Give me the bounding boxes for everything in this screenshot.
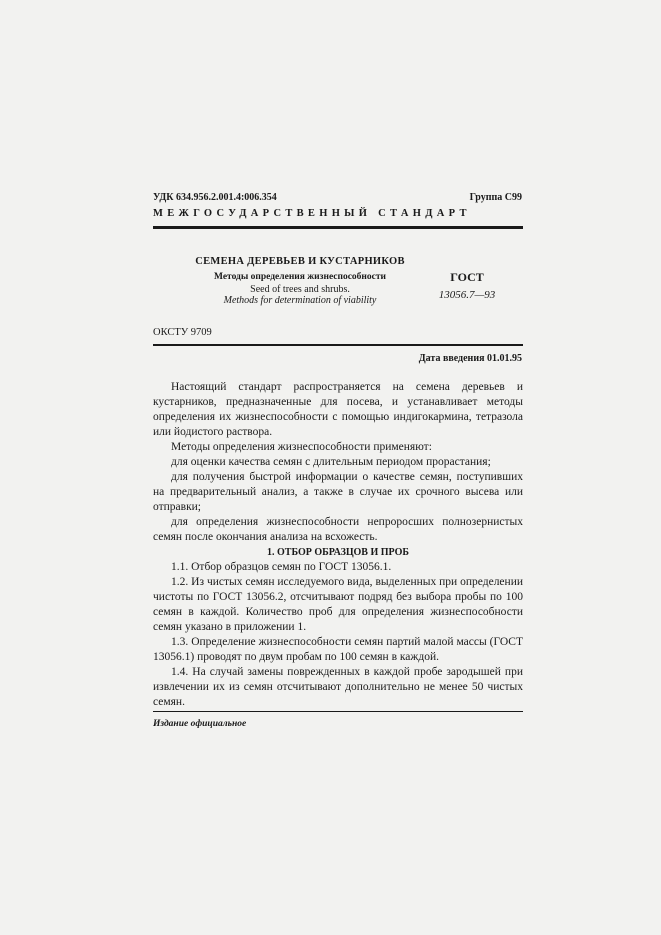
- oksty-code: ОКСТУ 9709: [153, 327, 212, 338]
- title-rule: [153, 344, 523, 346]
- clause-1-2: 1.2. Из чистых семян исследуемого вида, выделенных при определении чистоты по ГОСТ 13056.2, отсчитывают подряд без выбора пробы по 100 семян в каждой. Количество проб для определения жизнеспособности семян указано в приложении 1.: [153, 576, 523, 633]
- gost-block: [432, 270, 502, 301]
- document-body: [153, 380, 523, 710]
- clause-1-3: 1.3. Определение жизнеспособности семян партий малой массы (ГОСТ 13056.1) проводят по двум пробам по 100 семян в каждой.: [153, 636, 523, 663]
- title-en: Seed of trees and shrubs.: [250, 284, 350, 295]
- edition-note: Издание официальное: [153, 719, 247, 729]
- gost-label: ГОСТ: [450, 270, 484, 284]
- clause-1-1: 1.1. Отбор образцов семян по ГОСТ 13056.1.: [171, 561, 392, 573]
- subtitle-ru: Методы определения жизнеспособности: [213, 272, 387, 282]
- interstate-standard-heading: МЕЖГОСУДАРСТВЕННЫЙ СТАНДАРТ: [153, 208, 471, 219]
- paragraph-scope: Настоящий стандарт распространяется на семена деревьев и кустарников, предназначенные для посева, и устанавливает методы определения их жизнеспособности с помощью индигокармина, тетразола или йодистого раствора.: [153, 381, 523, 438]
- gost-number: 13056.7—93: [438, 289, 496, 301]
- paragraph-use-1: для оценки качества семян с длительным периодом прорастания;: [171, 456, 491, 468]
- paragraph-use-3: для определения жизнеспособности непроросших полнозернистых семян после окончания анализа на всхожесть.: [153, 516, 523, 543]
- paragraph-use-2: для получения быстрой информации о качестве семян, поступивших на предварительный анализ, а также в случае их срочного высева или отправки;: [153, 471, 523, 513]
- header-rule: [153, 226, 523, 229]
- title-block: [180, 256, 420, 306]
- group-code: Группа С99: [469, 192, 522, 203]
- clause-1-4: 1.4. На случай замены поврежденных в каждой пробе зародышей при извлечении их из семян отсчитывают дополнительно не менее 50 чистых семян.: [153, 666, 523, 708]
- section-title: 1. ОТБОР ОБРАЗЦОВ И ПРОБ: [267, 547, 409, 558]
- introduction-date: Дата введения 01.01.95: [418, 353, 522, 364]
- title-ru: СЕМЕНА ДЕРЕВЬЕВ И КУСТАРНИКОВ: [195, 256, 405, 267]
- footer-rule: [153, 711, 523, 712]
- paragraph-methods-intro: Методы определения жизнеспособности применяют:: [171, 441, 432, 453]
- subtitle-en: Methods for determination of viability: [223, 295, 377, 306]
- udk-code: УДК 634.956.2.001.4:006.354: [153, 192, 277, 203]
